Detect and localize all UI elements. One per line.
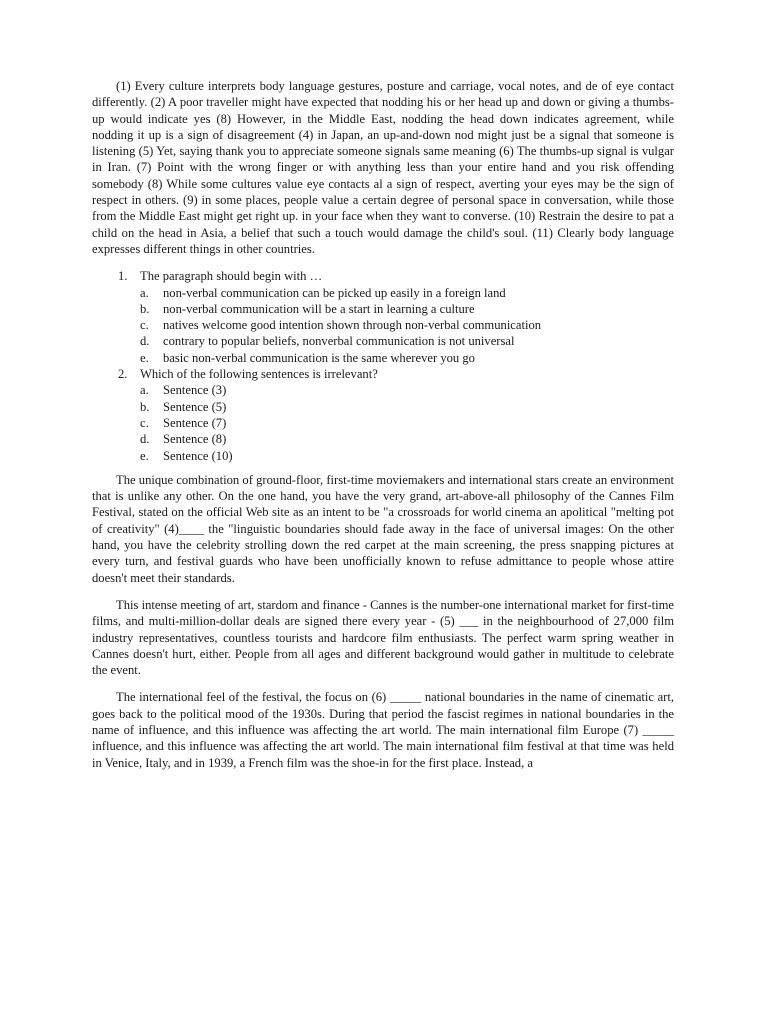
question-stem: The paragraph should begin with … [140,269,323,284]
option-text: contrary to popular beliefs, nonverbal communication is not universal [163,334,515,349]
option-text: non-verbal communication will be a start in learning a culture [163,301,475,316]
passage-paragraph-3: This intense meeting of art, stardom and finance - Cannes is the number-one international market for first-time films, and multi-million-dollar deals are signed there every year - (5) ___ in the neighbourhood of 27,000 film industry representatives, countless tourists and hardcore film enthusiasts. The perfect warm spring weather in Cannes doesn't hurt, either. People from all ages and different background would gather in multitude to celebrate the event. [92,597,674,678]
option-item [140,350,674,366]
option-text: natives welcome good intention shown through non-verbal communication [163,318,542,333]
option-item [140,448,674,464]
option-item [140,317,674,333]
option-list [140,285,674,366]
option-letter: e. [140,350,149,365]
option-letter: a. [140,383,149,398]
option-text: Sentence (5) [163,399,227,414]
passage-paragraph-4: The international feel of the festival, the focus on (6) _____ national boundaries in the name of cinematic art, goes back to the political mood of the 1930s. During that period the fascist regimes in national boundaries in the name of influence, and this influence was affecting the art world. The main international film Europe (7) _____ influence, and this influence was affecting the art world. The main international film festival at that time was held in Venice, Italy, and in 1939, a French film was the shoe-in for the first place. Instead, a [92,690,674,770]
option-letter: b. [140,399,150,414]
question-stem: Which of the following sentences is irrelevant? [140,367,378,382]
option-letter: d. [140,334,150,349]
option-item [140,333,674,349]
option-letter: c. [140,318,149,333]
option-letter: c. [140,415,149,430]
option-text: Sentence (7) [163,415,227,430]
question-list [92,268,674,464]
question-2 [92,366,674,464]
option-letter: e. [140,448,149,463]
option-text: non-verbal communication can be picked up easily in a foreign land [163,285,506,300]
option-item [140,382,674,398]
option-letter: a. [140,285,149,300]
question-number: 1. [118,269,128,284]
option-letter: b. [140,301,150,316]
option-text: basic non-verbal communication is the same wherever you go [163,350,475,365]
passage-paragraph-2: The unique combination of ground-floor, first-time moviemakers and international stars create an environment that is unlike any other. On the one hand, you have the very grand, art-above-all philosophy of the Cannes Film Festival, stated on the official Web site as an intent to be "a crossroads for world cinema an apolitical "melting pot of creativity" (4)____ the "linguistic boundaries should fade away in the face of universal images: On the other hand, you have the celebrity strolling down the red carpet at the main screening, the press snapping pictures at every turn, and festival guards who have been unofficially known to refuse admittance to people whose attire doesn't meet their standards. [92,472,674,585]
option-item [140,399,674,415]
question-1 [92,268,674,366]
option-item [140,431,674,447]
option-item [140,415,674,431]
option-letter: d. [140,432,150,447]
option-text: Sentence (8) [163,432,227,447]
option-text: Sentence (3) [163,383,227,398]
passage-paragraph-1: (1) Every culture interprets body language gestures, posture and carriage, vocal notes, and de of eye contact differently. (2) A poor traveller might have expected that nodding his or her head up and down or giving a thumbs-up would indicate yes (8) However, in the Middle East, nodding the head down indicates agreement, while nodding it up is a sign of disagreement (4) in Japan, an up-and-down nod might just be a signal that someone is listening (5) Yet, saying thank you to appreciate someone signals same meaning (6) The thumbs-up signal is vulgar in Iran. (7) Point with the wrong finger or with anything less than your entire hand and you risk offending somebody (8) While some cultures value eye contacts al a sign of respect, averting your eyes may be the sign of respect in others. (9) in some places, people value a certain degree of personal space in conversation, while those from the Middle East might get right up. in your face when they want to converse. (10) Restrain the desire to pat a child on the head in Asia, a belief that such a touch would damage the child's soul. (11) Clearly body language expresses different things in other countries. [92,79,674,256]
option-list [140,382,674,463]
option-item [140,285,674,301]
question-number: 2. [118,367,128,382]
option-text: Sentence (10) [163,448,233,463]
option-item [140,301,674,317]
document-page [92,78,674,782]
